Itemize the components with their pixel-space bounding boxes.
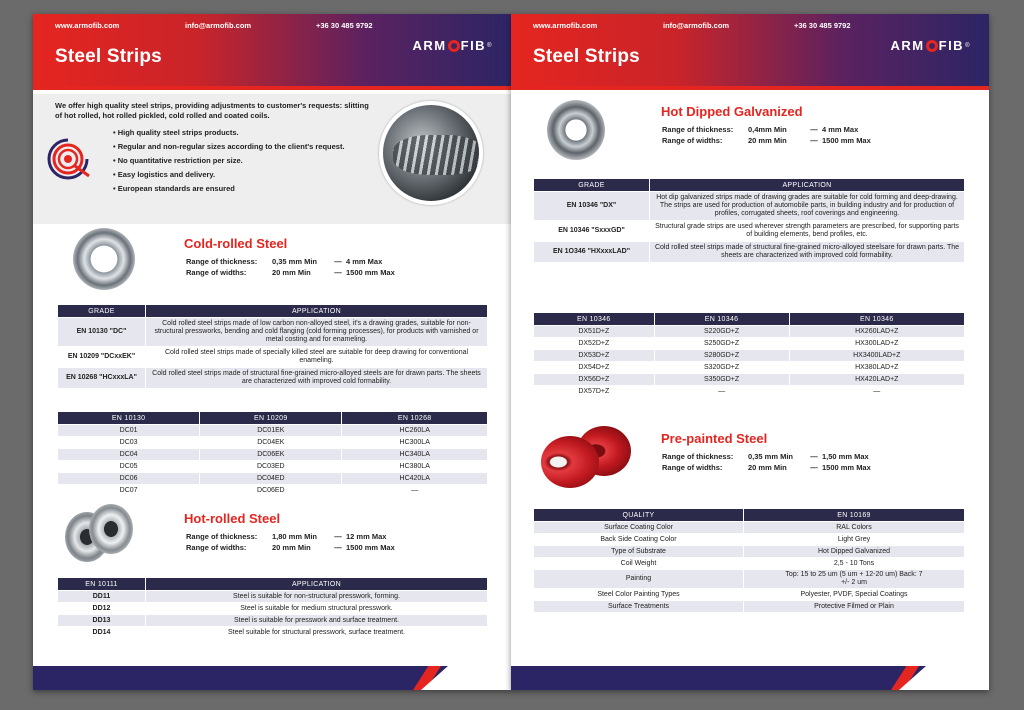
header-stripe — [33, 86, 511, 90]
table-cell: DX52D+Z — [534, 338, 655, 350]
cold-rolled-specs — [186, 256, 395, 278]
galvanized-grades-table — [533, 312, 965, 398]
footer-website-link[interactable]: www.armofib.com — [55, 21, 120, 30]
spec-max: 4 mm Max — [822, 125, 859, 134]
grade-cell: EN 10346 "SxxxGD" — [534, 221, 650, 242]
steel-strips-photo — [379, 101, 483, 205]
footer-website-link[interactable]: www.armofib.com — [533, 21, 598, 30]
table-cell: DC04ED — [200, 473, 342, 485]
spec-max: 1500 mm Max — [822, 463, 871, 472]
table-row — [58, 318, 488, 347]
table-cell: HC300LA — [342, 437, 488, 449]
table-cell: DC01 — [58, 425, 200, 437]
value-cell: RAL Colors — [744, 522, 965, 534]
spec-min: 20 mm Min — [748, 136, 787, 145]
left-page — [33, 14, 511, 690]
spec-max: 4 mm Max — [346, 257, 383, 266]
application-cell: Steel is suitable for medium structural presswork. — [146, 603, 488, 615]
coil-logo-icon — [45, 136, 91, 182]
feature-list — [113, 126, 345, 196]
table-cell: — — [789, 386, 964, 398]
hot-rolled-specs — [186, 531, 395, 553]
intro-text: We offer high quality steel strips, providing adjustments to customer's requests: slitting of hot rolled, hot rolled pickled, cold rolled and coated coils. — [55, 101, 369, 120]
logo-o-icon — [926, 40, 938, 52]
table-row — [534, 221, 965, 242]
spec-dash: — — [810, 125, 818, 134]
table-header: QUALITY — [534, 509, 744, 522]
table-row — [534, 558, 965, 570]
table-header: APPLICATION — [650, 179, 965, 192]
application-cell: Hot dip galvanized strips made of drawing grades are suitable for cold forming and deep-drawing. The strips are used for production of automobile parts, in building industry and for production of profiles, corrugated sheets, roof coverings and engineering. — [650, 192, 965, 221]
spec-max: 1,50 mm Max — [822, 452, 869, 461]
logo-text-right: FIB — [938, 38, 965, 53]
table-cell: DX56D+Z — [534, 374, 655, 386]
table-header: GRADE — [534, 179, 650, 192]
table-row — [534, 589, 965, 601]
table-row — [534, 570, 965, 589]
table-row — [58, 449, 488, 461]
feature-item: • Easy logistics and delivery. — [113, 168, 345, 182]
spec-label: Range of thickness: — [186, 257, 258, 266]
table-header: GRADE — [58, 305, 146, 318]
table-cell: HX300LAD+Z — [789, 338, 964, 350]
table-row — [534, 601, 965, 613]
table-header: EN 10111 — [58, 578, 146, 591]
table-header: EN 10346 — [789, 313, 964, 326]
application-cell: Steel is suitable for presswork and surface treatment. — [146, 615, 488, 627]
table-cell: — — [654, 386, 789, 398]
table-cell: DC06EK — [200, 449, 342, 461]
table-row — [534, 242, 965, 263]
table-cell: DC05 — [58, 461, 200, 473]
table-cell: HC380LA — [342, 461, 488, 473]
spec-min: 0,4mm Min — [748, 125, 787, 134]
spec-max: 1500 mm Max — [346, 268, 395, 277]
table-row — [58, 485, 488, 497]
grade-cell: EN 10346 "DX" — [534, 192, 650, 221]
value-cell: 2,5 - 10 Tons — [744, 558, 965, 570]
table-cell: — — [342, 485, 488, 497]
grade-cell: DD13 — [58, 615, 146, 627]
logo-o-icon — [448, 40, 460, 52]
application-cell: Steel suitable for structural presswork, surface treatment. — [146, 627, 488, 639]
grade-cell: EN 10268 "HCxxxLA" — [58, 368, 146, 389]
spec-min: 20 mm Min — [748, 463, 787, 472]
spec-dash: — — [810, 463, 818, 472]
table-row — [534, 386, 965, 398]
spec-dash: — — [334, 268, 342, 277]
spec-label: Range of widths: — [662, 463, 723, 472]
table-row — [534, 326, 965, 338]
table-cell: HC340LA — [342, 449, 488, 461]
table-row — [58, 461, 488, 473]
spec-label: Range of widths: — [662, 136, 723, 145]
table-header: APPLICATION — [146, 578, 488, 591]
pre-painted-specs — [662, 451, 871, 473]
quality-cell: Surface Coating Color — [534, 522, 744, 534]
table-row — [534, 338, 965, 350]
feature-item: • European standards are ensured — [113, 182, 345, 196]
grade-cell: DD11 — [58, 591, 146, 603]
table-row — [58, 425, 488, 437]
table-cell: HX3400LAD+Z — [789, 350, 964, 362]
logo-registered: ® — [965, 42, 971, 49]
quality-cell: Back Side Coating Color — [534, 534, 744, 546]
table-row — [58, 437, 488, 449]
right-page — [511, 14, 989, 690]
table-header: APPLICATION — [146, 305, 488, 318]
table-cell: S280GD+Z — [654, 350, 789, 362]
spec-dash: — — [334, 257, 342, 266]
footer-phone: +36 30 485 9792 — [316, 21, 373, 30]
table-row — [58, 473, 488, 485]
spec-label: Range of thickness: — [186, 532, 258, 541]
table-row — [534, 362, 965, 374]
hot-rolled-coil-image — [65, 502, 135, 566]
table-header: EN 10209 — [200, 412, 342, 425]
logo-text-left: ARM — [890, 38, 925, 53]
table-cell: S250GD+Z — [654, 338, 789, 350]
header-stripe — [511, 86, 989, 90]
table-cell: S320GD+Z — [654, 362, 789, 374]
spec-min: 20 mm Min — [272, 543, 311, 552]
table-cell: HX260LAD+Z — [789, 326, 964, 338]
spec-label: Range of widths: — [186, 543, 247, 552]
logo-text-left: ARM — [412, 38, 447, 53]
spec-dash: — — [810, 452, 818, 461]
grade-cell: EN 10130 "DC" — [58, 318, 146, 347]
grade-cell: EN 1O346 "HXxxxLAD" — [534, 242, 650, 263]
value-cell: Protective Filmed or Plain — [744, 601, 965, 613]
table-row — [534, 192, 965, 221]
hot-rolled-application-table — [57, 577, 488, 639]
quality-cell: Steel Color Painting Types — [534, 589, 744, 601]
table-cell: S220GD+Z — [654, 326, 789, 338]
galvanized-coil-image — [547, 98, 607, 162]
grade-cell: DD12 — [58, 603, 146, 615]
quality-cell: Coil Weight — [534, 558, 744, 570]
table-cell: DC04 — [58, 449, 200, 461]
table-cell: DX54D+Z — [534, 362, 655, 374]
grade-cell: DD14 — [58, 627, 146, 639]
value-cell: Hot Dipped Galvanized — [744, 546, 965, 558]
spec-dash: — — [334, 532, 342, 541]
table-cell: HC260LA — [342, 425, 488, 437]
table-cell: DC06ED — [200, 485, 342, 497]
logo-text-right: FIB — [460, 38, 487, 53]
spec-max: 12 mm Max — [346, 532, 387, 541]
footer-email-link[interactable]: info@armofib.com — [185, 21, 252, 30]
table-cell: DC04EK — [200, 437, 342, 449]
pre-painted-coil-image — [539, 424, 635, 488]
spec-min: 20 mm Min — [272, 268, 311, 277]
table-row — [58, 615, 488, 627]
cold-rolled-application-table — [57, 304, 488, 389]
armofib-logo — [891, 38, 971, 53]
table-row — [58, 603, 488, 615]
table-cell: HC420LA — [342, 473, 488, 485]
table-header: EN 10346 — [534, 313, 655, 326]
spec-max: 1500 mm Max — [346, 543, 395, 552]
value-cell: Polyester, PVDF, Special Coatings — [744, 589, 965, 601]
table-cell: DC03 — [58, 437, 200, 449]
galvanized-specs — [662, 124, 871, 146]
spec-min: 0,35 mm Min — [272, 257, 318, 266]
footer-phone: +36 30 485 9792 — [794, 21, 851, 30]
hot-rolled-title: Hot-rolled Steel — [184, 511, 281, 526]
value-cell: Top: 15 to 25 um (5 um + 12-20 um) Back: 7 +/- 2 um — [744, 570, 965, 589]
table-cell: S350GD+Z — [654, 374, 789, 386]
spec-max: 1500 mm Max — [822, 136, 871, 145]
application-cell: Cold rolled steel strips made of structural fine-grained micro-alloyed steels are for drawn parts. The sheets are characterized with improved cold formability. — [146, 368, 488, 389]
table-header: EN 10268 — [342, 412, 488, 425]
table-cell: DX51D+Z — [534, 326, 655, 338]
table-row — [534, 374, 965, 386]
logo-registered: ® — [487, 42, 493, 49]
spec-label: Range of thickness: — [662, 452, 734, 461]
quality-cell: Surface Treatments — [534, 601, 744, 613]
table-cell: DC03ED — [200, 461, 342, 473]
application-cell: Cold rolled steel strips made of low carbon non-alloyed steel, it's a drawing grades, suitable for non-structural pressworks, bending and cold flanging (cold forming processes), for products with varnished or metal costing and for enameling. — [146, 318, 488, 347]
spec-min: 0,35 mm Min — [748, 452, 794, 461]
page-title: Steel Strips — [55, 46, 162, 67]
feature-item: • No quantitative restriction per size. — [113, 154, 345, 168]
table-header: EN 10346 — [654, 313, 789, 326]
table-row — [534, 546, 965, 558]
feature-item: • High quality steel strips products. — [113, 126, 345, 140]
spec-label: Range of widths: — [186, 268, 247, 277]
grade-cell: EN 10209 "DCxxEK" — [58, 347, 146, 368]
armofib-logo — [413, 38, 493, 53]
page-title: Steel Strips — [533, 46, 640, 67]
feature-item: • Regular and non-regular sizes according to the client's request. — [113, 140, 345, 154]
table-row — [58, 347, 488, 368]
table-header: EN 10169 — [744, 509, 965, 522]
table-cell: HX420LAD+Z — [789, 374, 964, 386]
table-cell: DC06 — [58, 473, 200, 485]
quality-cell: Type of Substrate — [534, 546, 744, 558]
table-cell: DX53D+Z — [534, 350, 655, 362]
quality-cell: Painting — [534, 570, 744, 589]
cold-rolled-coil-image — [73, 228, 135, 290]
table-row — [58, 627, 488, 639]
application-cell: Cold rolled steel strips made of specially killed steel are suitable for deep drawing for conventional enameling. — [146, 347, 488, 368]
galvanized-title: Hot Dipped Galvanized — [661, 104, 803, 119]
value-cell: Light Grey — [744, 534, 965, 546]
spec-min: 1,80 mm Min — [272, 532, 318, 541]
table-cell: DX57D+Z — [534, 386, 655, 398]
footer-email-link[interactable]: info@armofib.com — [663, 21, 730, 30]
table-row — [534, 522, 965, 534]
galvanized-application-table — [533, 178, 965, 263]
pre-painted-title: Pre-painted Steel — [661, 431, 768, 446]
table-row — [534, 350, 965, 362]
cold-rolled-title: Cold-rolled Steel — [184, 236, 288, 251]
pre-painted-quality-table — [533, 508, 965, 613]
spec-dash: — — [334, 543, 342, 552]
spec-dash: — — [810, 136, 818, 145]
table-cell: DC07 — [58, 485, 200, 497]
cold-rolled-grades-table — [57, 411, 488, 497]
table-row — [58, 591, 488, 603]
application-cell: Structural grade strips are used wherever strength parameters are prescribed, for supporting parts of building elements, bend profiles, etc. — [650, 221, 965, 242]
table-row — [534, 534, 965, 546]
spec-label: Range of thickness: — [662, 125, 734, 134]
application-cell: Steel is suitable for non-structural presswork, forming. — [146, 591, 488, 603]
table-header: EN 10130 — [58, 412, 200, 425]
application-cell: Cold rolled steel strips made of structural fine-grained micro-alloyed steelsare for drawn parts. The sheets are characterized with improved cold formability. — [650, 242, 965, 263]
table-cell: DC01EK — [200, 425, 342, 437]
table-row — [58, 368, 488, 389]
table-cell: HX380LAD+Z — [789, 362, 964, 374]
